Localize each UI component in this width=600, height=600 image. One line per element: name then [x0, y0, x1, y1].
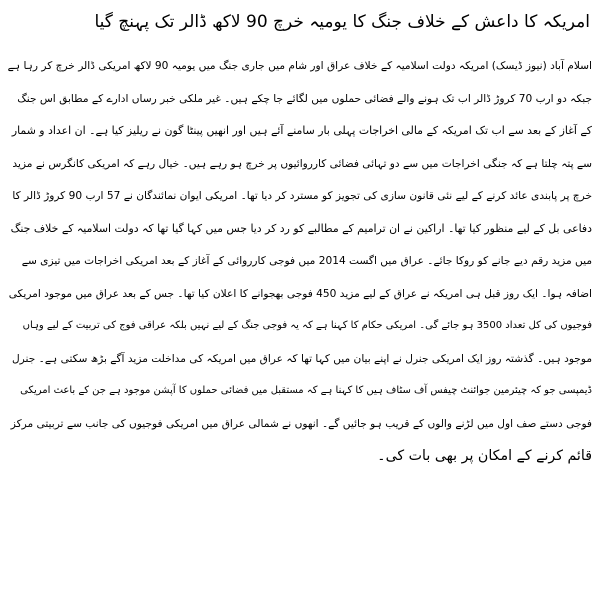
article-line: فوجیوں کی کل تعداد 3500 ہو جائے گی۔ امریکی حکام کا کہنا ہے کہ یہ فوجی جنگ کے لیے نہیں بلکہ عراقی فوج کی تربیت کے لیے وہاں	[22, 320, 592, 331]
article-line: میں مزید رقم دیے جانے کو روکا جائے۔ عراق میں اگست 2014 میں فوجی کارروائی کے آغاز کے بعد امریکی اخراجات میں تیزی سے	[21, 255, 592, 267]
article-line: اضافہ ہوا۔ ایک روز قبل ہی امریکہ نے عراق کے لیے مزید 450 فوجی بھجوانے کا اعلان کیا تھا۔ جس کے بعد عراق میں موجود امریکی	[8, 287, 592, 300]
article-line: سے پتہ چلتا ہے کہ جنگی اخراجات میں سے دو تہائی فضائی کارروائیوں پر خرچ ہو رہے ہیں۔ خیال رہے کہ امریکی کانگرس نے مزید	[12, 157, 592, 170]
article-line: ڈیمپسی جو کہ چیئرمین جوائنٹ چیفس آف سٹاف ہیں کا کہنا ہے کہ مستقبل میں فضائی حملوں کا آپشن موجود ہے جن کے باعث امریکی	[20, 385, 592, 396]
article-line: اسلام آباد (نیوز ڈیسک) امریکہ دولت اسلامیہ کے خلاف عراق اور شام میں جاری جنگ میں یومیہ 90 لاکھ امریکی ڈالر خرچ کر رہا ہے	[7, 60, 592, 72]
article-line: خرچ پر پابندی عائد کرنے کے لیے نئی قانون سازی کی تجویز کو مسترد کر دیا تھا۔ امریکی ایوان نمائندگان نے 57 ارب 90 کروڑ ڈالر کا	[12, 190, 592, 202]
article-line: کے آغاز کے بعد سے اب تک امریکہ کے مالی اخراجات پہلی بار سامنے آئے ہیں اور انھیں پینٹا گون نے ریلیز کیا ہے۔ ان اعداد و شمار	[11, 124, 592, 137]
article-body	[8, 50, 592, 473]
article-line: قائم کرنے کے امکان پر بھی بات کی۔	[377, 448, 592, 464]
article-line: دفاعی بل کے لیے منظور کیا تھا۔ اراکین نے ان ترامیم کے مطالبے کو رد کر دیا جس میں کہا گیا تھا کہ دولت اسلامیہ کے خلاف جنگ	[10, 221, 592, 235]
article-line: موجود ہیں۔ گذشتہ روز ایک امریکی جنرل نے اپنے بیان میں کہا تھا کہ عراق میں امریکہ کی مداخلت مزید آگے بڑھ سکتی ہے۔ جنرل	[11, 352, 592, 365]
article-headline: امریکہ کا داعش کے خلاف جنگ کا یومیہ خرچ 90 لاکھ ڈالر تک پہنچ گیا	[94, 12, 590, 32]
article-line: جبکہ دو ارب 70 کروڑ ڈالر اب تک ہونے والے فضائی حملوں میں لگائے جا چکے ہیں۔ غیر ملکی خبر رساں ادارے کے مطابق اس جنگ	[17, 92, 592, 105]
article-line: فوجی دستے صف اول میں لڑنے والوں کے قریب ہو جائیں گے۔ انھوں نے شمالی عراق میں امریکی فوجیوں کی جانب سے تربیتی مرکز	[10, 417, 592, 430]
